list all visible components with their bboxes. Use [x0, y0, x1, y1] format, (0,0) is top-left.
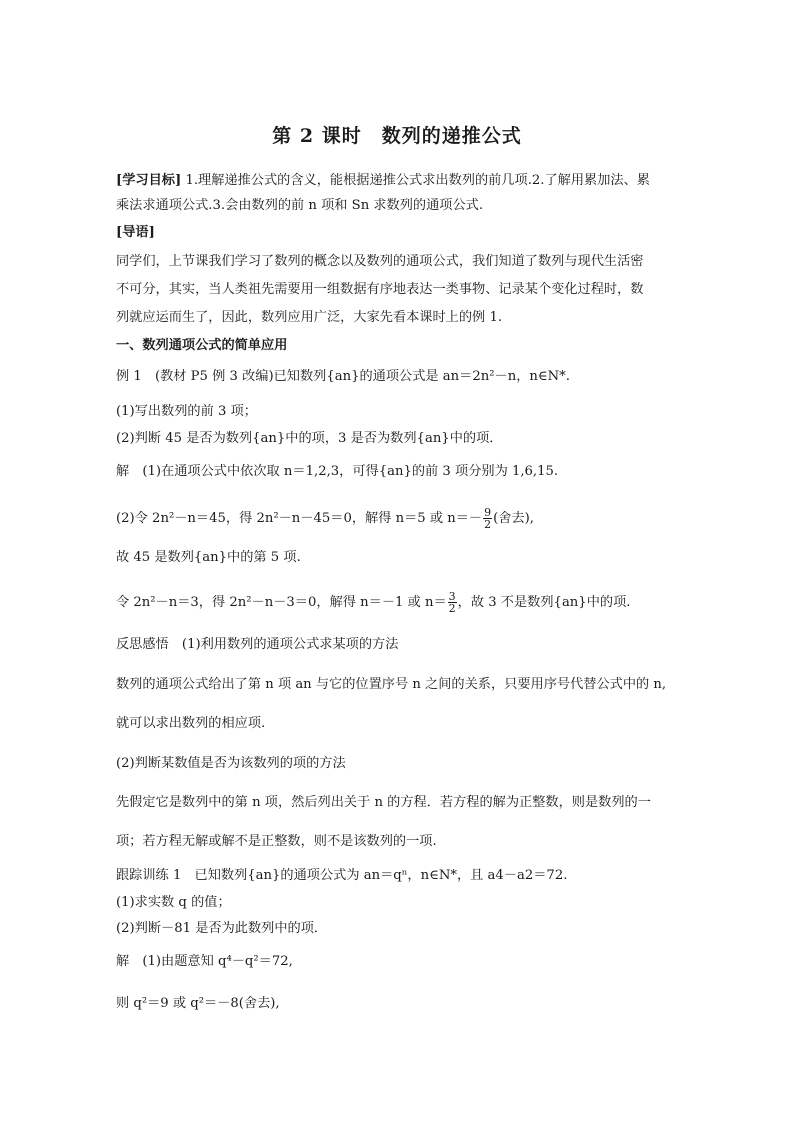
example-1-stem: 例 1 (教材 P5 例 3 改编)已知数列{an}的通项公式是 an＝2n²－n，n∈N*.	[116, 369, 570, 384]
practice-1-question-1: (1)求实数 q 的值；	[116, 895, 231, 910]
example-1-solution-3: 故 45 是数列{an}中的第 5 项.	[116, 550, 301, 565]
example-1-solution-1: 解 (1)在通项公式中依次取 n＝1,2,3，可得{an}的前 3 项分别为 1,6,15.	[116, 464, 559, 479]
reflection-paragraph-2b: 项；若方程无解或解不是正整数，则不是该数列的一项.	[116, 834, 437, 849]
practice-1-question-2: (2)判断－81 是否为此数列中的项．	[116, 921, 328, 936]
learning-goals-line-2: 乘法求通项公式.3.会由数列的前 n 项和 Sn 求数列的通项公式.	[116, 198, 484, 213]
practice-1-stem: 跟踪训练 1 已知数列{an}的通项公式为 an＝qⁿ，n∈N*，且 a4－a2＝72.	[116, 868, 568, 883]
reflection-heading: 反思感悟 (1)利用数列的通项公式求某项的方法	[116, 637, 399, 652]
fraction-denominator: 2	[448, 602, 456, 615]
solution-2-text-b: (舍去),	[493, 511, 534, 526]
practice-1-solution-2: 则 q²＝9 或 q²＝－8(舍去),	[116, 996, 280, 1011]
practice-1-solution-1: 解 (1)由题意知 q⁴－q²＝72,	[116, 954, 293, 969]
fraction-numerator: 3	[448, 590, 456, 603]
intro-label: [导语]	[116, 225, 155, 240]
reflection-paragraph-1b: 就可以求出数列的相应项.	[116, 716, 266, 731]
intro-line-3: 列就应运而生了，因此，数列应用广泛，大家先看本课时上的例 1.	[116, 310, 503, 325]
intro-line-2: 不可分，其实，当人类祖先需要用一组数据有序地表达一类事物、记录某个变化过程时，数	[116, 282, 644, 297]
example-1-solution-2	[116, 507, 534, 530]
learning-goals-text-1: 1.理解递推公式的含义，能根据递推公式求出数列的前几项.2.了解用累加法、累	[185, 173, 650, 188]
section-heading-1: 一、数列通项公式的简单应用	[116, 338, 288, 353]
solution-4-text-a: 令 2n²－n＝3，得 2n²－n－3＝0，解得 n＝－1 或 n＝	[116, 595, 447, 610]
fraction-denominator: 2	[484, 518, 492, 531]
example-1-question-1: (1)写出数列的前 3 项；	[116, 404, 257, 419]
solution-2-text-a: (2)令 2n²－n＝45，得 2n²－n－45＝0，解得 n＝5 或 n＝－	[116, 511, 483, 526]
reflection-paragraph-1a: 数列的通项公式给出了第 n 项 an 与它的位置序号 n 之间的关系，只要用序号代替公式中的 n,	[116, 677, 667, 692]
example-1-question-2: (2)判断 45 是否为数列{an}中的项，3 是否为数列{an}中的项．	[116, 431, 503, 446]
fraction-3-over-2	[448, 591, 457, 614]
learning-goals-label: [学习目标]	[116, 173, 182, 188]
reflection-paragraph-2a: 先假定它是数列中的第 n 项，然后列出关于 n 的方程．若方程的解为正整数，则是数列的一	[116, 795, 651, 810]
fraction-numerator: 9	[484, 506, 492, 519]
fraction-9-over-2	[483, 507, 492, 530]
example-1-solution-4	[116, 591, 630, 614]
learning-goals-line-1	[116, 172, 650, 190]
intro-line-1: 同学们，上节课我们学习了数列的概念以及数列的通项公式，我们知道了数列与现代生活密	[116, 254, 644, 269]
reflection-heading-2: (2)判断某数值是否为该数列的项的方法	[116, 756, 346, 771]
page-title: 第 2 课时 数列的递推公式	[272, 125, 522, 147]
solution-4-text-b: ，故 3 不是数列{an}中的项.	[457, 595, 631, 610]
